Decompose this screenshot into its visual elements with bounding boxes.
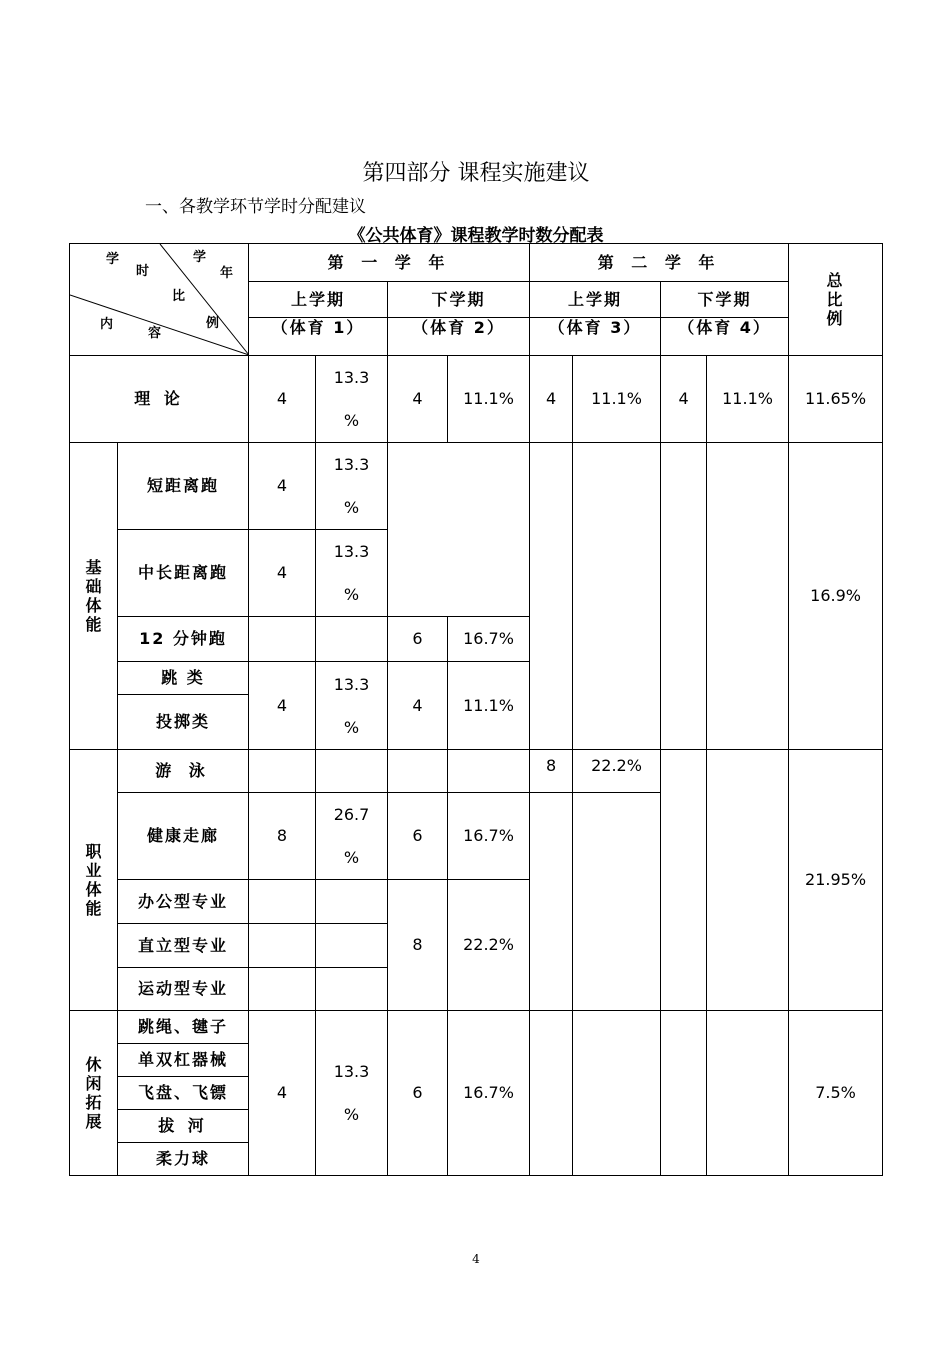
item-label: 运动型专业 xyxy=(118,968,249,1011)
item-label: 跳 类 xyxy=(118,662,249,695)
item-label: 柔力球 xyxy=(118,1143,249,1176)
empty-cell xyxy=(707,443,789,750)
total-cell: 21.95% xyxy=(789,750,883,1011)
hours-cell: 6 xyxy=(388,1011,448,1176)
page-number: 4 xyxy=(472,1252,480,1266)
empty-cell xyxy=(448,750,530,793)
corner-label: 内 xyxy=(100,317,114,332)
percent-value: 13.3 xyxy=(333,455,370,474)
corner-label: 学 xyxy=(193,250,207,265)
course-header: （体育 2） xyxy=(388,318,530,356)
empty-cell xyxy=(249,968,316,1011)
empty-cell xyxy=(573,443,661,750)
hours-cell: 4 xyxy=(388,356,448,443)
corner-label: 容 xyxy=(148,326,162,341)
term-header: 下学期 xyxy=(661,282,789,318)
course-header: （体育 3） xyxy=(530,318,661,356)
percent-cell xyxy=(316,356,388,443)
group-label-career xyxy=(70,750,118,1011)
group-label-leisure xyxy=(70,1011,118,1176)
empty-cell xyxy=(707,1011,789,1176)
hours-cell: 6 xyxy=(388,617,448,662)
percent-cell xyxy=(316,662,388,750)
empty-cell xyxy=(249,750,316,793)
corner-label: 时 xyxy=(136,264,150,279)
percent-cell xyxy=(316,793,388,880)
percent-sign: % xyxy=(343,717,360,737)
percent-cell: 22.2% xyxy=(573,750,661,793)
percent-cell xyxy=(316,443,388,530)
hours-allocation-table xyxy=(69,243,883,1176)
corner-label: 年 xyxy=(220,266,234,281)
year-two-header: 第 二 学 年 xyxy=(530,244,789,282)
hours-cell: 8 xyxy=(388,880,448,1011)
year-one-header: 第 一 学 年 xyxy=(249,244,530,282)
item-label: 办公型专业 xyxy=(118,880,249,924)
hours-cell: 4 xyxy=(530,356,573,443)
percent-value: 13.3 xyxy=(333,542,370,561)
hours-cell: 8 xyxy=(249,793,316,880)
percent-sign: % xyxy=(343,1105,360,1124)
percent-sign: % xyxy=(343,848,360,867)
total-cell: 7.5% xyxy=(789,1011,883,1176)
corner-label: 学 xyxy=(106,252,120,267)
table-row xyxy=(70,443,883,530)
percent-cell: 11.1% xyxy=(707,356,789,443)
term-header: 下学期 xyxy=(388,282,530,318)
item-label: 直立型专业 xyxy=(118,924,249,968)
empty-cell xyxy=(249,617,316,662)
hours-cell: 4 xyxy=(249,1011,316,1176)
item-label: 飞盘、飞镖 xyxy=(118,1077,249,1110)
group-text: 职业体能 xyxy=(85,841,102,919)
percent-cell: 11.1% xyxy=(448,662,530,750)
percent-cell xyxy=(316,1011,388,1176)
empty-cell xyxy=(316,968,388,1011)
empty-cell xyxy=(661,1011,707,1176)
empty-cell xyxy=(388,443,530,617)
empty-cell xyxy=(530,793,573,1011)
empty-cell xyxy=(661,443,707,750)
table-row xyxy=(70,1011,883,1044)
corner-label: 比 xyxy=(172,289,186,304)
hours-cell: 4 xyxy=(249,443,316,530)
diagonal-header-cell xyxy=(70,244,249,356)
table-row xyxy=(70,750,883,793)
empty-cell xyxy=(249,880,316,924)
percent-sign: % xyxy=(343,585,360,604)
percent-sign: % xyxy=(343,498,360,517)
hours-cell: 4 xyxy=(249,356,316,443)
term-header: 上学期 xyxy=(530,282,661,318)
item-label: 12 分钟跑 xyxy=(118,617,249,662)
hours-cell: 4 xyxy=(249,662,316,750)
item-label: 游 泳 xyxy=(118,750,249,793)
course-header: （体育 4） xyxy=(661,318,789,356)
empty-cell xyxy=(249,924,316,968)
percent-cell: 16.7% xyxy=(448,617,530,662)
total-cell: 11.65% xyxy=(789,356,883,443)
empty-cell xyxy=(573,1011,661,1176)
empty-cell xyxy=(316,924,388,968)
empty-cell xyxy=(316,617,388,662)
item-label: 中长距离跑 xyxy=(118,530,249,617)
item-label: 健康走廊 xyxy=(118,793,249,880)
percent-cell: 22.2% xyxy=(448,880,530,1011)
percent-sign: % xyxy=(343,411,360,430)
item-label: 单双杠器械 xyxy=(118,1044,249,1077)
empty-cell xyxy=(388,750,448,793)
hours-cell: 4 xyxy=(388,662,448,750)
percent-value: 13.3 xyxy=(333,674,370,694)
percent-cell: 11.1% xyxy=(448,356,530,443)
empty-cell xyxy=(316,880,388,924)
hours-cell: 4 xyxy=(661,356,707,443)
term-header: 上学期 xyxy=(249,282,388,318)
page-title: 第四部分 课程实施建议 xyxy=(362,161,590,186)
group-text: 休闲拓展 xyxy=(85,1054,102,1132)
percent-value: 13.3 xyxy=(333,1062,370,1081)
empty-cell xyxy=(316,750,388,793)
percent-cell: 11.1% xyxy=(573,356,661,443)
hours-cell: 6 xyxy=(388,793,448,880)
item-label: 跳绳、毽子 xyxy=(118,1011,249,1044)
empty-cell xyxy=(661,750,707,1011)
table-row xyxy=(70,356,883,443)
percent-cell: 16.7% xyxy=(448,1011,530,1176)
item-label: 短距离跑 xyxy=(118,443,249,530)
hours-cell: 4 xyxy=(249,530,316,617)
section-heading: 一、各教学环节学时分配建议 xyxy=(145,197,366,217)
course-header: （体育 1） xyxy=(249,318,388,356)
item-label: 投掷类 xyxy=(118,695,249,750)
total-ratio-header xyxy=(789,244,883,356)
table-caption: 《公共体育》课程教学时数分配表 xyxy=(348,226,604,246)
item-label: 拔 河 xyxy=(118,1110,249,1143)
hours-cell: 8 xyxy=(530,750,573,793)
group-label-basic xyxy=(70,443,118,750)
group-text: 基础体能 xyxy=(85,557,102,635)
corner-label: 例 xyxy=(206,316,220,331)
empty-cell xyxy=(530,1011,573,1176)
percent-cell xyxy=(316,530,388,617)
empty-cell xyxy=(530,443,573,750)
total-cell: 16.9% xyxy=(789,443,883,750)
percent-value: 26.7 xyxy=(333,805,370,824)
empty-cell xyxy=(573,793,661,1011)
percent-cell: 16.7% xyxy=(448,793,530,880)
total-ratio-label: 总比例 xyxy=(826,270,845,329)
theory-label: 理 论 xyxy=(70,356,249,443)
percent-value: 13.3 xyxy=(333,368,370,387)
empty-cell xyxy=(707,750,789,1011)
